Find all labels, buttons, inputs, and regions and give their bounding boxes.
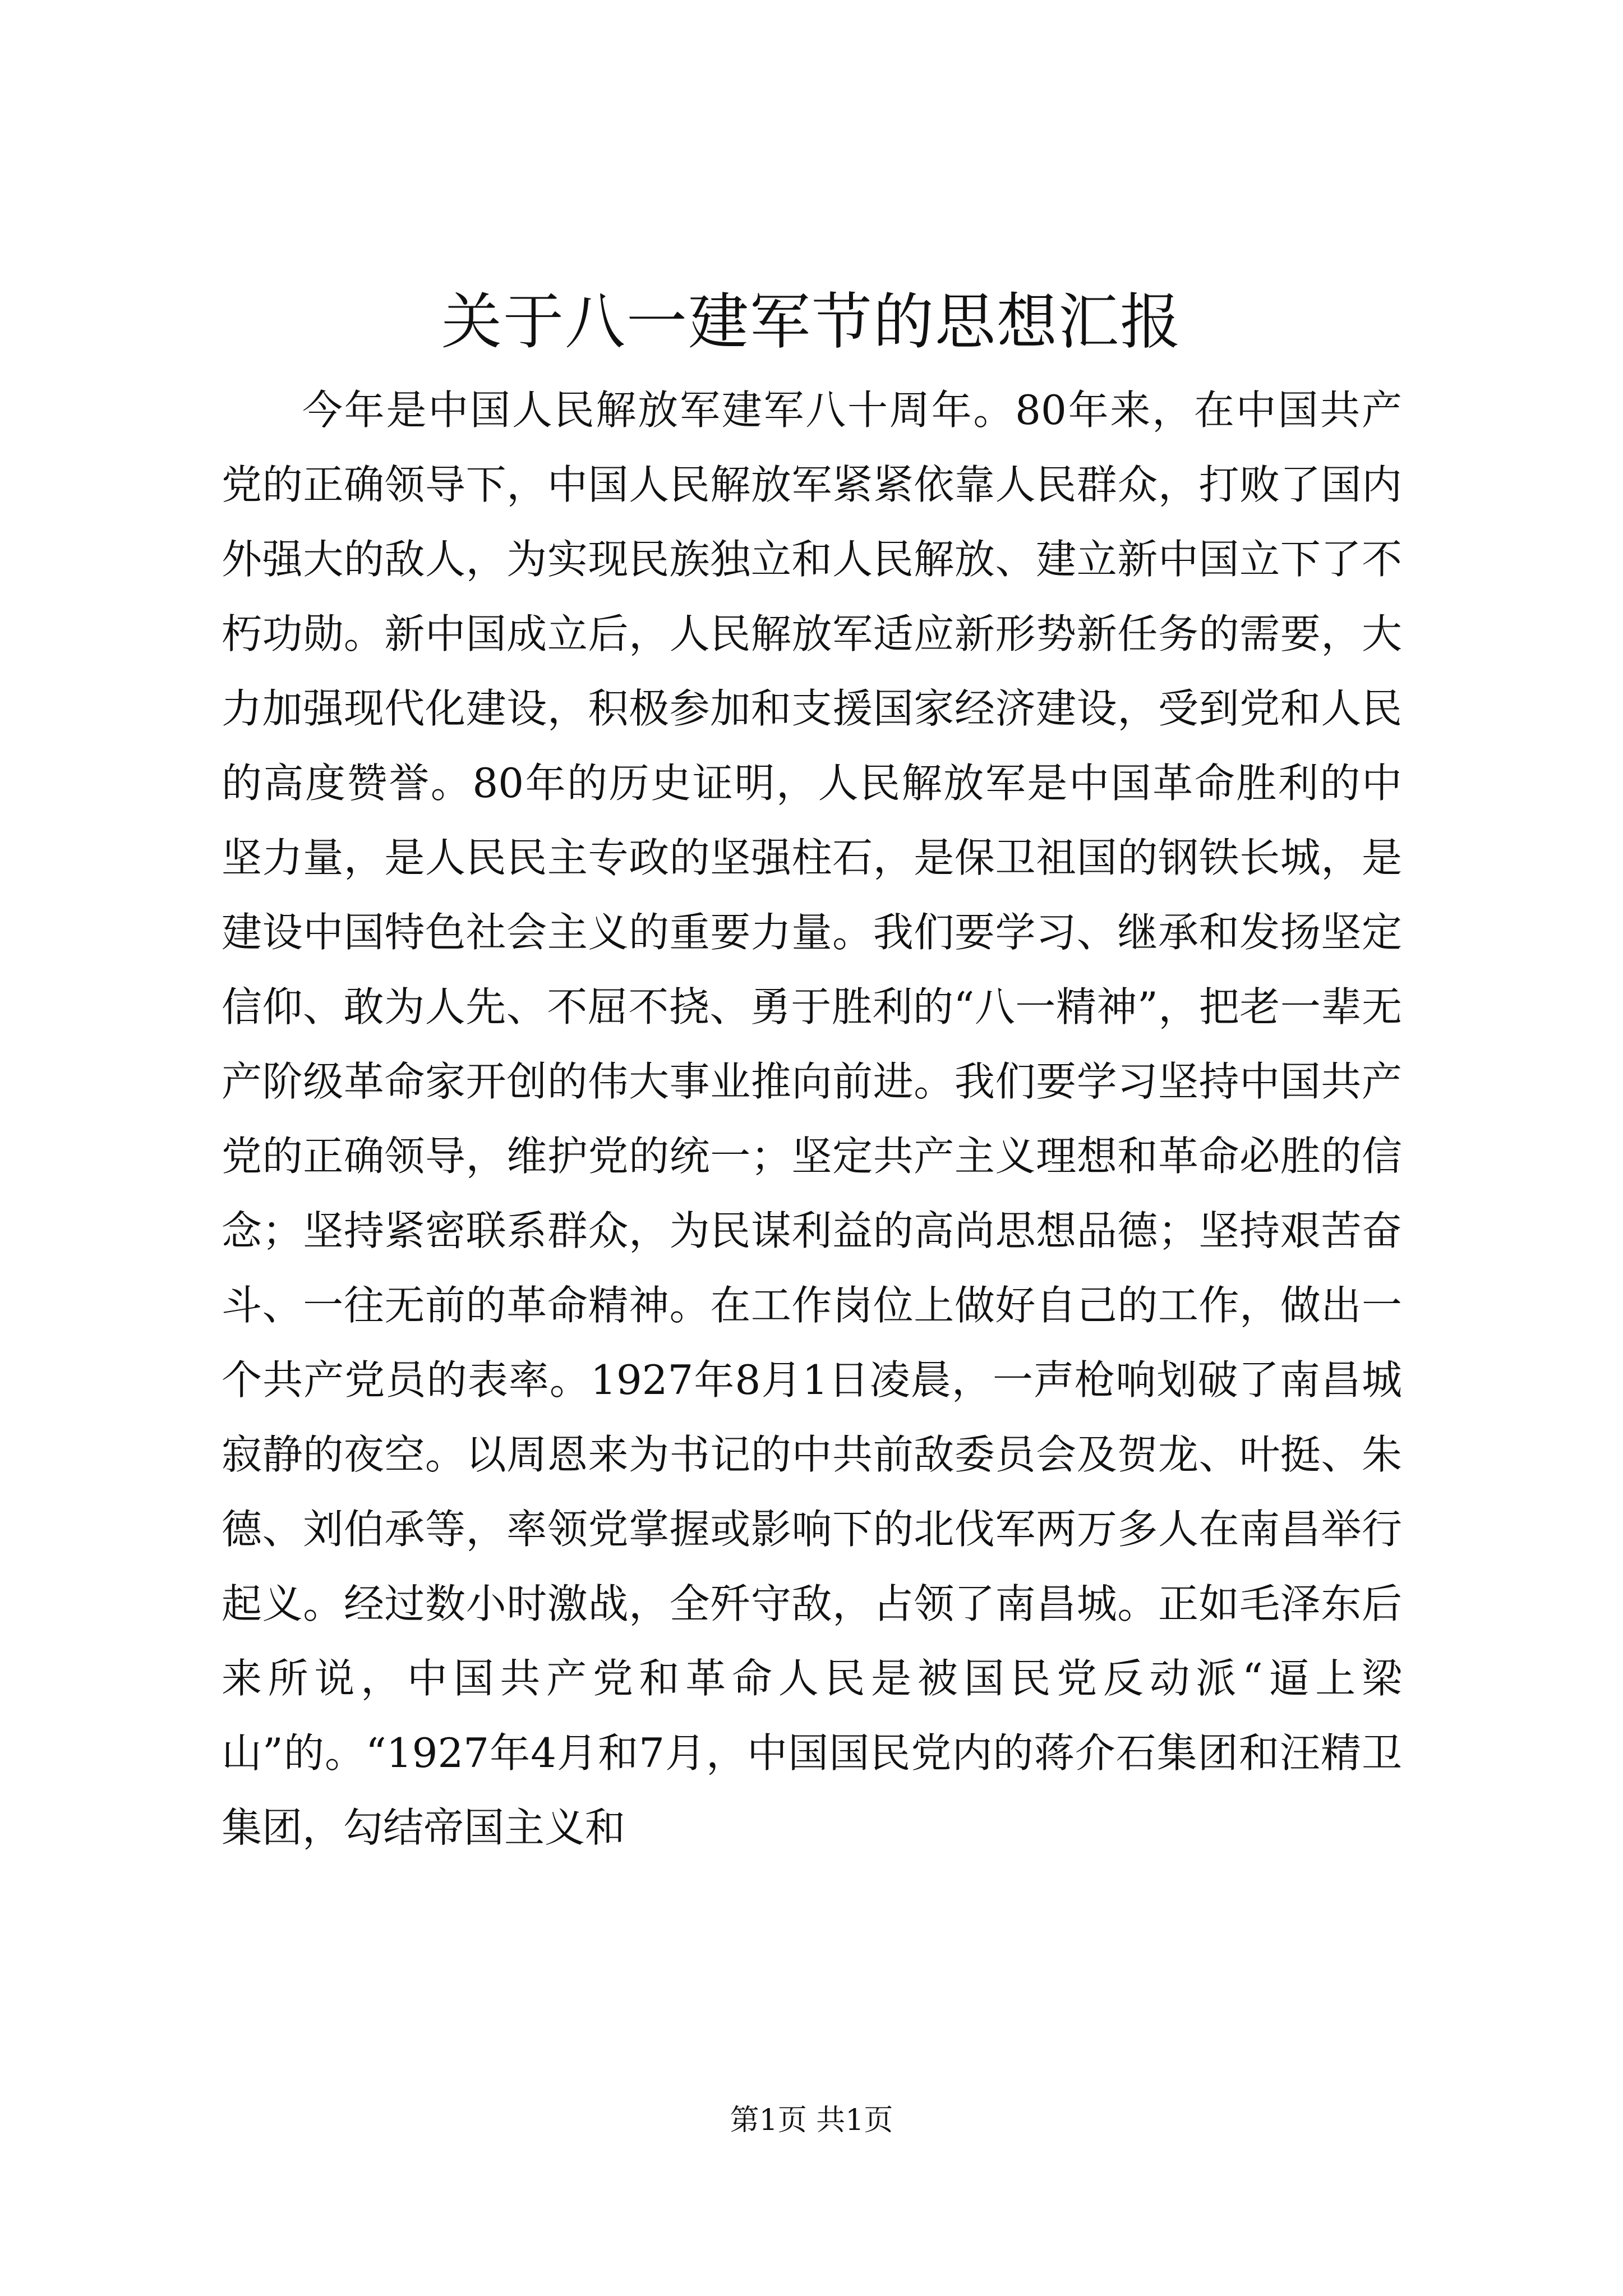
document-body-paragraph: 今年是中国人民解放军建军八十周年。80年来，在中国共产党的正确领导下，中国人民解放军紧紧依靠人民群众，打败了国内外强大的敌人，为实现民族独立和人民解放、建立新中国立下了不朽功勋。新中国成立后，人民解放军适应新形势新任务的需要，大力加强现代化建设，积极参加和支援国家经济建设，受到党和人民的高度赞誉。80年的历史证明，人民解放军是中国革命胜利的中坚力量，是人民民主专政的坚强柱石，是保卫祖国的钢铁长城，是建设中国特色社会主义的重要力量。我们要学习、继承和发扬坚定信仰、敢为人先、不屈不挠、勇于胜利的“八一精神”，把老一辈无产阶级革命家开创的伟大事业推向前进。我们要学习坚持中国共产党的正确领导，维护党的统一；坚定共产主义理想和革命必胜的信念；坚持紧密联系群众，为民谋利益的高尚思想品德；坚持艰苦奋斗、一往无前的革命精神。在工作岗位上做好自己的工作，做出一个共产党员的表率。1927年8月1日凌晨，一声枪响划破了南昌城寂静的夜空。以周恩来为书记的中共前敌委员会及贺龙、叶挺、朱德、刘伯承等，率领党掌握或影响下的北伐军两万多人在南昌举行起义。经过数小时激战，全歼守敌，占领了南昌城。正如毛泽东后来所说，中国共产党和革命人民是被国民党反动派“逼上梁山”的。“1927年4月和7月，中国国民党内的蒋介石集团和汪精卫集团，勾结帝国主义和 <box>222 386 1402 1851</box>
document-title: 关于八一建军节的思想汇报 <box>441 287 1182 357</box>
page-number-footer: 第1页 共1页 <box>730 2104 893 2137</box>
